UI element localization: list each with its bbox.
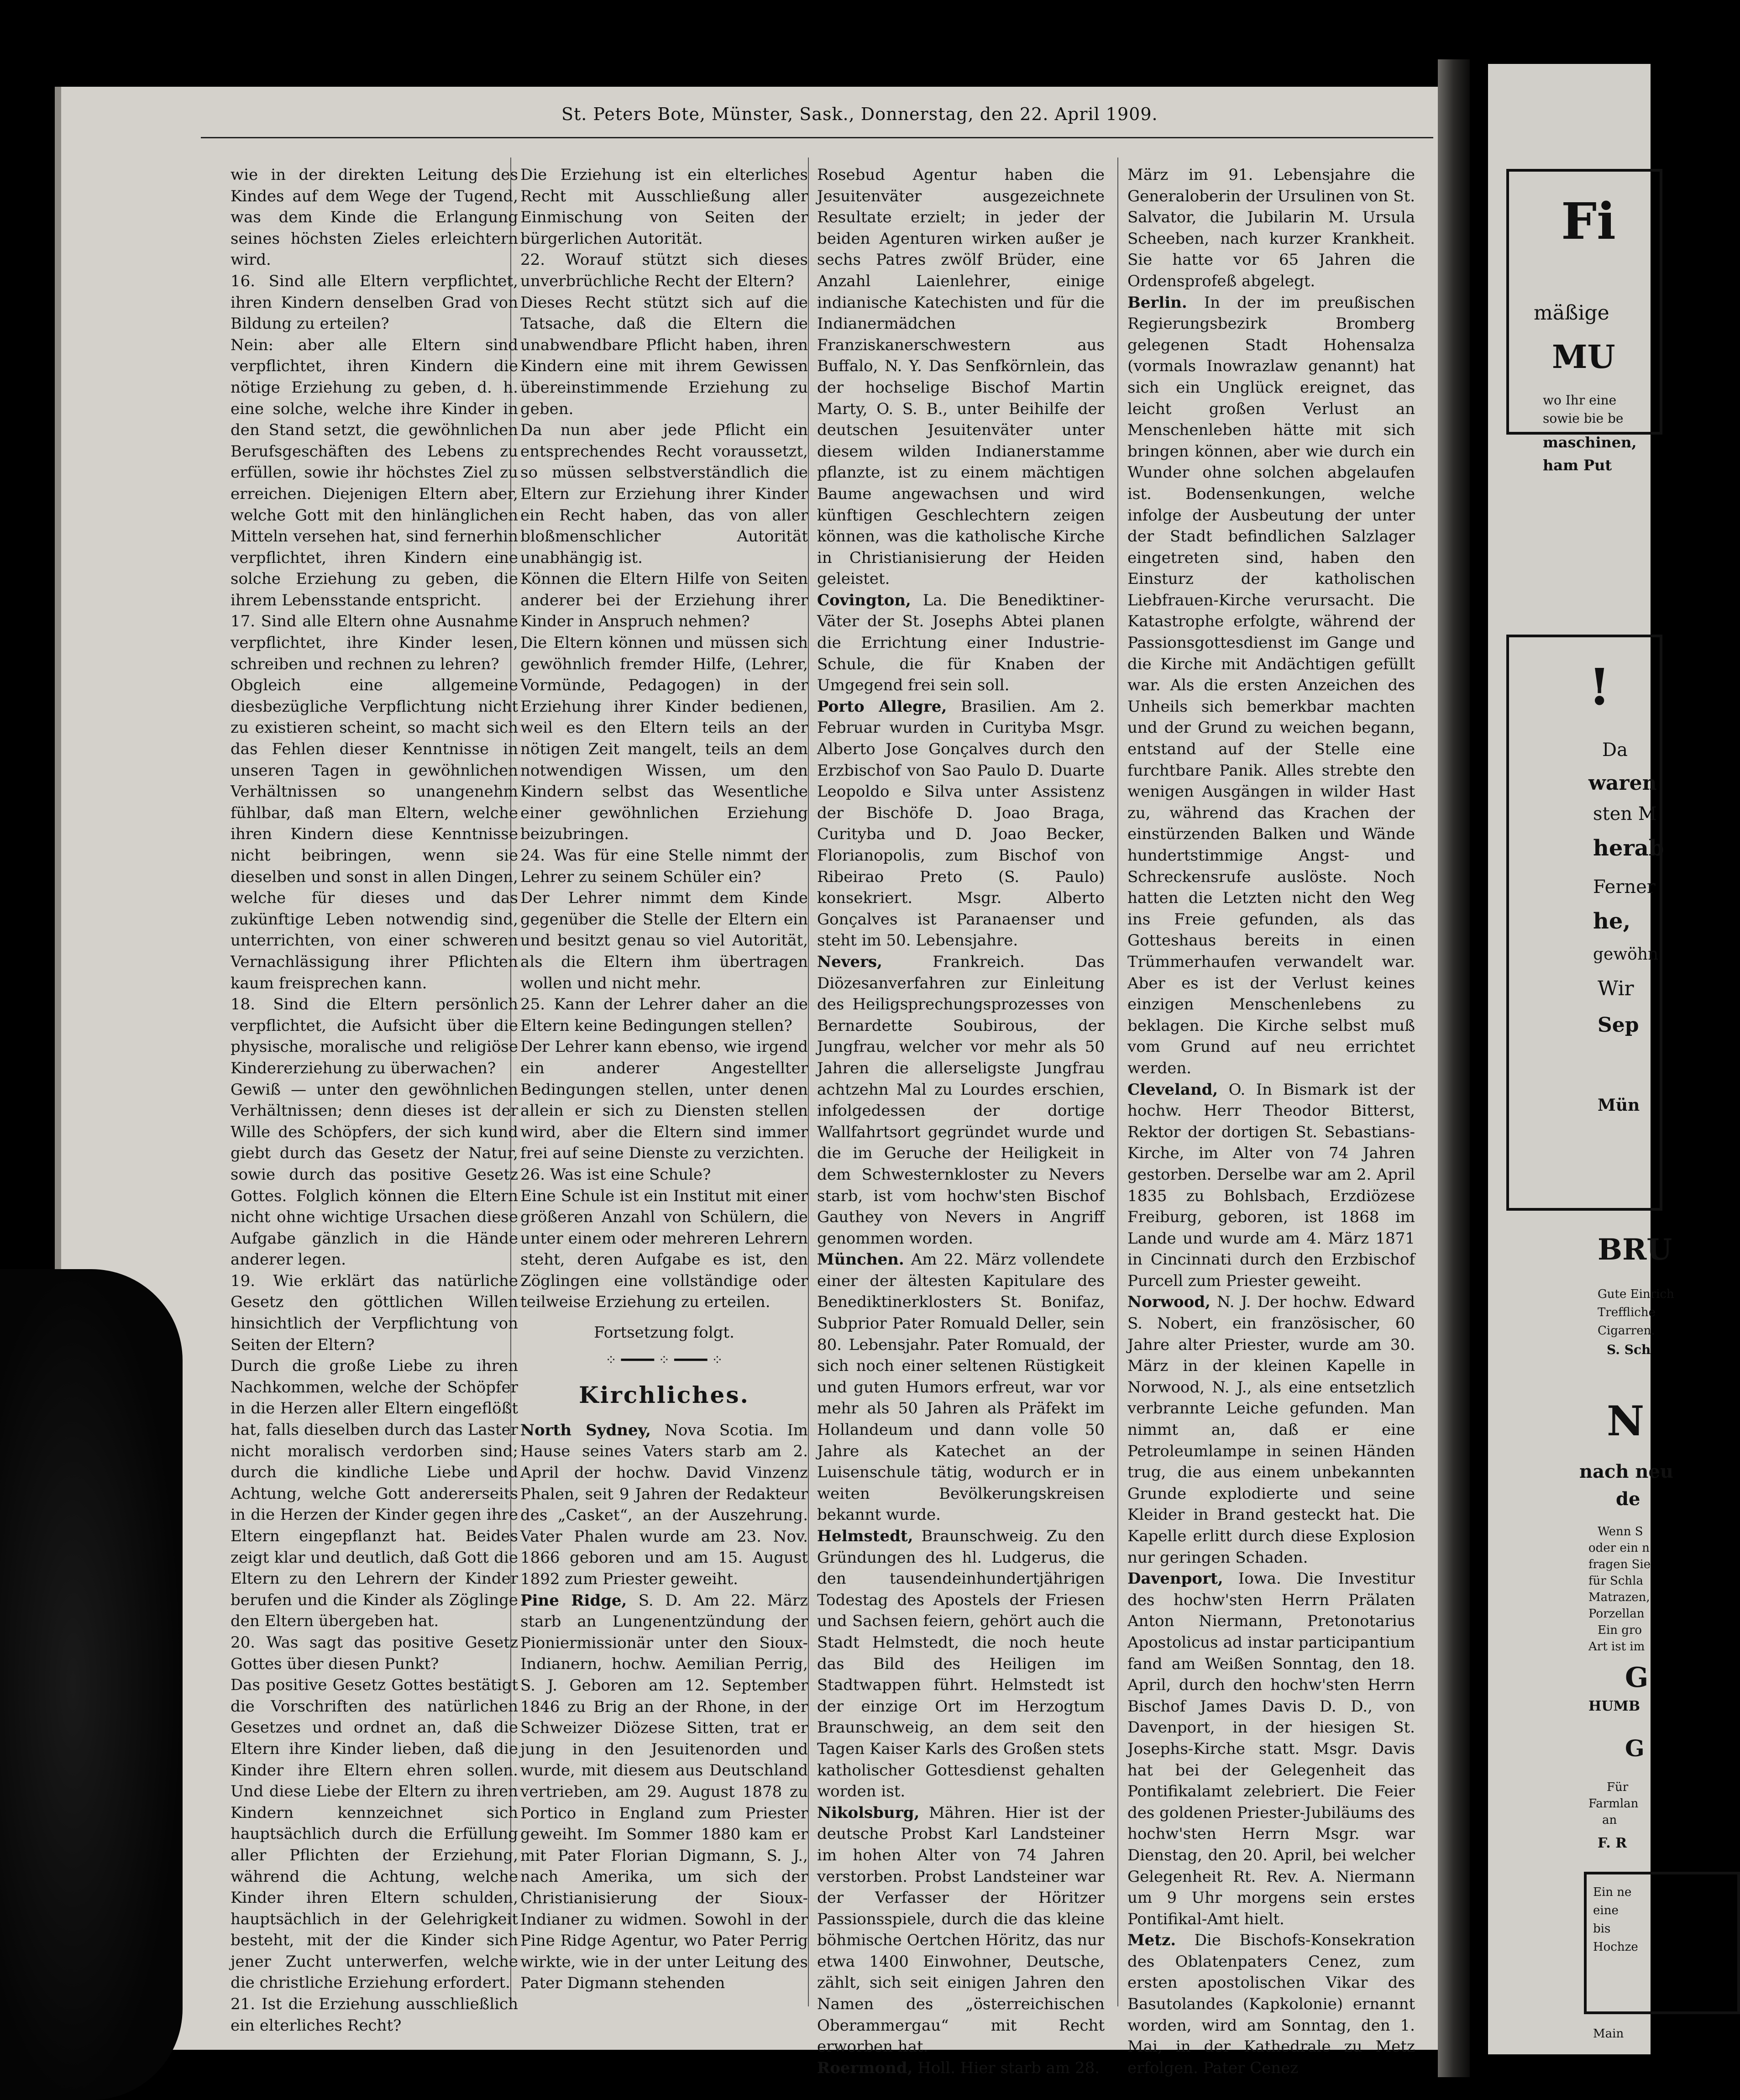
ad-text: fragen Sie xyxy=(1588,1558,1651,1571)
paragraph: Die Erziehung ist ein elterliches Recht mit Ausschließung aller Einmischung von Seiten der bürgerlichen Autorität. xyxy=(520,166,808,248)
ad-text: an xyxy=(1602,1813,1617,1827)
ad-text: Mün xyxy=(1598,1096,1640,1115)
news-location: Metz. xyxy=(1127,1931,1176,1950)
column-divider xyxy=(808,158,809,2006)
question: 18. Sind die Eltern persönlich verpflichtet, die Aufsicht über die physische, moralische und religiöse Kindererziehung zu überwachen? xyxy=(231,995,518,1077)
paragraph: Gewiß — unter den gewöhnlichen Verhältnissen; denn dieses ist der Wille des Schöpfers, der sich kund giebt durch das Gesetz der Natur, sowie durch das positive Gesetz Gottes. Folglich können die Eltern nicht ohne wichtige Ursachen diese Aufgabe gänzlich in die Hände anderer legen. xyxy=(231,1080,518,1269)
news-location: North Sydney, xyxy=(520,1421,651,1439)
ad-text: Ein ne xyxy=(1593,1885,1632,1899)
ad-text: HUMB xyxy=(1588,1698,1640,1714)
question: 25. Kann der Lehrer daher an die Eltern keine Bedingungen stellen? xyxy=(520,995,808,1035)
news-item xyxy=(817,2058,1105,2079)
news-location: Cleveland, xyxy=(1127,1080,1218,1099)
ad-text: Cigarren. xyxy=(1598,1324,1655,1338)
section-title: Kirchliches. xyxy=(579,1381,749,1409)
ad-text: waren xyxy=(1588,772,1657,795)
ad-text: F. R xyxy=(1598,1835,1627,1851)
news-item xyxy=(1127,292,1415,1079)
ad-text: Porzellan xyxy=(1588,1607,1645,1621)
news-item xyxy=(817,590,1105,696)
ad-box xyxy=(1506,635,1662,1211)
paragraph: Der Lehrer kann ebenso, wie irgend ein anderer Angestellter Bedingungen stellen, unter denen allein er sich zu Diensten stellen wird, aber die Eltern sind immer frei auf seine Dienste zu verzichten. xyxy=(520,1038,808,1163)
news-item xyxy=(520,1590,808,1994)
ad-text: Da xyxy=(1602,740,1628,761)
ad-text: he, xyxy=(1593,908,1631,934)
question: 26. Was ist eine Schule? xyxy=(520,1165,711,1184)
ornament-divider: ⁘ ━━━━ ⁘ ━━━━ ⁘ xyxy=(605,1352,723,1368)
news-text: Am 22. März vollendete einer der ältesten Kapitulare des Benediktinerklosters St. Bonifaz, Subprior Pater Romuald Deller, sein 80. Lebensjahr. Pater Romuald, der sich noch einer seltenen Rüstigkeit und guten Humors erfreut, war vor mehr als 50 Jahren als Präfekt im Hollandeum und dann volle 50 Jahre als Katechet an der Luisenschule tätig, wodurch er in weiten Bevölkerungskreisen bekannt wurde. xyxy=(817,1250,1105,1524)
ad-text: herab xyxy=(1593,835,1664,861)
ad-text: Hochze xyxy=(1593,1940,1638,1954)
ad-text: BRU xyxy=(1598,1233,1672,1267)
news-text: Frankreich. Das Diözesanverfahren zur Einleitung des Heiligsprechungsprozesses von Bernardette Soubirous, der Jungfrau, welcher vor mehr als 50 Jahren die allerseligste Jungfrau achtzehn Mal zu Lourdes erschien, infolgedessen der dortige Wallfahrtsort gegründet wurde und die im Geruche der Heiligkeit in dem Schwesternkloster zu Nevers starb, ist vom hochw'sten Bischof Gauthey von Nevers in Angriff genommen worden. xyxy=(817,952,1105,1248)
ad-text: Sep xyxy=(1598,1013,1639,1037)
ad-text: eine xyxy=(1593,1904,1619,1917)
ad-text: oder ein n xyxy=(1588,1541,1650,1555)
paragraph: Eine Schule ist ein Institut mit einer größeren Anzahl von Schülern, die unter einem oder mehreren Lehrern steht, deren Aufgabe es ist, den Zöglingen eine vollständige oder teilweise Erziehung zu erteilen. xyxy=(520,1186,808,1312)
news-text: La. Die Benediktiner-Väter der St. Josephs Abtei planen die Errichtung einer Industrie-Schule, die für Knaben der Umgegend frei sein soll. xyxy=(817,591,1105,695)
ad-text: gewöhn xyxy=(1593,945,1659,964)
ad-text: Treffliche xyxy=(1598,1306,1656,1319)
ad-text: G xyxy=(1625,1735,1645,1762)
ad-text: maschinen, xyxy=(1543,434,1637,451)
news-text: Brasilien. Am 2. Februar wurden in Curityba Msgr. Alberto Jose Gonçalves durch den Erzbischof von Sao Paulo D. Duarte Leopoldo e Silva unter Assistenz der Bischöfe D. Joao Braga, Curityba und D. Joao Becker, Florianopolis, zum Bischof von Ribeirao Preto (S. Paulo) konsekriert. Msgr. Alberto Gonçalves ist Paranaenser und steht im 50. Lebensjahre. xyxy=(817,697,1105,950)
header-rule xyxy=(201,137,1433,138)
ad-text: sten M xyxy=(1593,803,1657,824)
ad-text: Art ist im xyxy=(1588,1640,1645,1654)
ad-text: für Schla xyxy=(1588,1574,1643,1588)
news-text: Nova Scotia. Im Hause seines Vaters starb am 2. April der hochw. David Vinzenz Phalen, seit 9 Jahren der Redakteur des „Casket“, an der Auszehrung. Vater Phalen wurde am 23. Nov. 1866 geboren und am 15. August 1892 zum Priester geweiht. xyxy=(520,1421,808,1588)
ad-text: ham Put xyxy=(1543,457,1612,474)
news-location: Pine Ridge, xyxy=(520,1591,627,1610)
question: Können die Eltern Hilfe von Seiten anderer bei der Erziehung ihrer Kinder in Anspruch nehmen? xyxy=(520,570,808,631)
news-text: Iowa. Die Investitur des hochw'sten Herrn Prälaten Anton Niermann, Pretonotarius Apostolicus ad instar participantium fand am Weißen Sonntag, den 18. April, durch den hochw'sten Herrn Bischof James Davis D. D., von Davenport, in der hiesigen St. Josephs-Kirche statt. Msgr. Davis hat bei der Gelegenheit das Pontifikalamt zelebriert. Die Feier des goldenen Priester-Jubiläums des hochw'sten Herrn Msgr. war Dienstag, den 20. April, bei welcher Gelegenheit Rt. Rev. A. Niermann um 9 Uhr morgens sein erstes Pontifikal-Amt hielt. xyxy=(1127,1570,1415,1928)
paragraph: Da nun aber jede Pflicht ein entsprechendes Recht voraussetzt, so müssen selbstverständlich die Eltern zur Erziehung ihrer Kinder ein Recht haben, das von aller bloßmenschlicher Autorität unabhängig ist. xyxy=(520,421,808,567)
ad-text: Wir xyxy=(1598,977,1634,1000)
news-text: O. In Bismark ist der hochw. Herr Theodor Bitterst, Rektor der dortigen St. Sebastians-Kirche, im Alter von 74 Jahren gestorben. Derselbe war am 2. April 1835 zu Bohlsbach, Erzdiözese Freiburg, geboren, ist 1868 im Lande und wurde am 4. März 1871 in Cincinnati durch den Erzbischof Purcell zum Priester geweiht. xyxy=(1127,1080,1415,1290)
ad-text: Wenn S xyxy=(1598,1525,1643,1538)
ad-text: N xyxy=(1607,1397,1645,1445)
news-item xyxy=(817,951,1105,1249)
column-2 xyxy=(520,164,808,2000)
ad-text: bis xyxy=(1593,1922,1611,1936)
column-divider xyxy=(1117,158,1118,2006)
ad-text: Ferner xyxy=(1593,877,1656,898)
news-item xyxy=(1127,1568,1415,1930)
question: 24. Was für eine Stelle nimmt der Lehrer zu seinem Schüler ein? xyxy=(520,846,808,886)
news-location: Porto Allegre, xyxy=(817,697,947,716)
news-item xyxy=(817,1802,1105,2058)
news-text: Die Bischofs-Konsekration des Oblatenpaters Cenez, zum ersten apostolischen Vikar des Basutolandes (Kapkolonie) ernannt worden, wird am Sonntag, den 1. Mai, in der Kathedrale zu Metz erfolgen. Pater Cenez xyxy=(1127,1931,1415,2077)
paragraph: Durch die große Liebe zu ihren Nachkommen, welche der Schöpfer in die Herzen aller Eltern eingeflößt hat, falls dieselben durch das Laster nicht moralisch verdorben sind; durch die kindliche Liebe und Achtung, welche Gott andererseits in die Herzen der Kinder gegen ihre Eltern eingepflanzt hat. Beides zeigt klar und deutlich, daß Gott die Eltern zu den Lehrern der Kinder berufen und die Kinder als Zöglinge den Eltern übergeben hat. xyxy=(231,1357,518,1631)
news-item xyxy=(817,164,1105,590)
ad-text: wo Ihr eine xyxy=(1543,393,1617,408)
ad-text: mäßige xyxy=(1534,301,1609,325)
news-text: Rosebud Agentur haben die Jesuitenväter ausgezeichnete Resultate erzielt; in jeder der beiden Agenturen wirken außer je sechs Patres zwölf Brüder, eine Anzahl Laienlehrer, einige indianische Katechisten und für die Indianermädchen Franziskanerschwestern aus Buffalo, N. Y. Das Senfkörnlein, das der hochselige Bischof Martin Marty, O. S. B., unter Beihilfe der deutschen Jesuitenväter unter diesem wilden Indianerstamme pflanzte, ist zu einem mächtigen Baume angewachsen und wird künftigen Geschlechtern zeigen können, was die katholische Kirche in Christianisierung der Heiden geleistet. xyxy=(817,166,1105,588)
news-location: Nevers, xyxy=(817,952,882,971)
hand-thumb xyxy=(0,1269,183,2100)
news-item xyxy=(1127,1079,1415,1292)
ad-text: MU xyxy=(1552,338,1615,376)
news-text: Braunschweig. Zu den Gründungen des hl. Ludgerus, die den tausendeinhundertjährigen Todestag des Apostels der Friesen und Sachsen feiern, gehört auch die Stadt Helmstedt, die noch heute das Bild des Heiligen im Stadtwappen führt. Helmstedt ist der einzige Ort im Herzogtum Braunschweig, an dem seit den Tagen Kaiser Karls des Großen stets katholischer Gottesdienst gehalten worden ist. xyxy=(817,1527,1105,1801)
paragraph: Dieses Recht stützt sich auf die Tatsache, daß die Eltern die unabwendbare Pflicht haben, ihren Kindern eine mit ihrem Gewissen übereinstimmende Erziehung zu geben. xyxy=(520,293,808,418)
ad-text: G xyxy=(1625,1662,1649,1694)
news-text: S. D. Am 22. März starb an Lungenentzündung der Pioniermissionär unter den Sioux-Indianern, hochw. Aemilian Perrig, S. J. Geboren am 12. September 1846 zu Brig an der Rhone, in der Schweizer Diözese Sitten, trat er jung in den Jesuitenorden und wurde, mit diesem aus Deutschland vertrieben, am 29. August 1878 zu Portico in England zum Priester geweiht. Im Sommer 1880 kam er mit Pater Florian Digmann, S. J., nach Amerika, um sich der Christianisierung der Sioux-Indianer zu widmen. Sowohl in der Pine Ridge Agentur, wo Pater Perrig wirkte, wie in der unter Leitung des Pater Digmann stehenden xyxy=(520,1591,808,1993)
ad-text: Ein gro xyxy=(1598,1623,1642,1637)
news-item xyxy=(520,1420,808,1590)
news-text: März im 91. Lebensjahre die Generaloberin der Ursulinen von St. Salvator, die Jubilarin M. Ursula Scheeben, nach kurzer Krankheit. Sie hatte vor 65 Jahren die Ordensprofeß abgelegt. xyxy=(1127,166,1415,290)
paragraph: Obgleich eine allgemeine diesbezügliche Verpflichtung nicht zu existieren scheint, so macht sich das Fehlen dieser Kenntnisse in unseren Tagen in gewöhnlichen Verhältnissen so unangenehm fühlbar, daß man Eltern, welche ihren Kindern diese Kenntnisse nicht beibringen, wenn sie dieselben und sonst in allen Dingen, welche für dieses und das zukünftige Leben notwendig sind, unterrichten, von einer schweren Vernachlässigung ihrer Pflichten kaum freisprechen kann. xyxy=(231,676,518,992)
news-text: In der im preußischen Regierungsbezirk Bromberg gelegenen Stadt Hohensalza (vormals Inowrazlaw genannt) hat sich ein Unglück ereignet, das leicht großen Verlust an Menschenleben hätte mit sich bringen können, aber wie durch ein Wunder ohne solchen abgelaufen ist. Bodensenkungen, welche infolge der Ausbeutung der unter der Stadt befindlichen Salzlager eingetreten sind, haben den Einsturz der katholischen Liebfrauen-Kirche verursacht. Die Katastrophe erfolgte, während der Passionsgottesdienst im Gange und die Kirche mit Andächtigen gefüllt war. Als die ersten Anzeichen des Unheils sich bemerkbar machten und der Grund zu weichen begann, entstand auf der Stelle eine furchtbare Panik. Alles strebte den wenigen Ausgängen in wilder Hast zu, während das Krachen der einstürzenden Balken und Wände hundertstimmige Angst- und Schreckensrufe auslöste. Noch hatten die Letzten nicht den Weg ins Freie gefunden, als das Gotteshaus bereits in einen Trümmerhaufen verwandelt war. Aber es ist der Verlust keines einzigen Menschenlebens zu beklagen. Die Kirche selbst muß vom Grund auf neu errichtet werden. xyxy=(1127,293,1415,1077)
paragraph: Nein: aber alle Eltern sind verpflichtet, ihren Kindern die nötige Erziehung zu geben, d. h. eine solche, welche ihre Kinder in den Stand setzt, die gewöhnlichen Berufsgeschäften des Lebens zu erfüllen, sowie ihr höchstes Ziel zu erreichen. Diejenigen Eltern aber, welche Gott mit den hinlänglichen Mitteln versehen hat, sind fernerhin verpflichtet, ihren Kindern eine solche Erziehung zu geben, die ihrem Lebensstande entspricht. xyxy=(231,336,518,609)
news-location: Norwood, xyxy=(1127,1293,1211,1312)
page-header: St. Peters Bote, Münster, Sask., Donnerstag, den 22. April 1909. xyxy=(561,104,1158,124)
ad-text: S. Sch xyxy=(1607,1342,1651,1357)
ad-text: ! xyxy=(1588,657,1611,716)
news-item xyxy=(817,1526,1105,1802)
ad-text: sowie bie be xyxy=(1543,411,1624,426)
news-location: Davenport, xyxy=(1127,1570,1223,1588)
question: 21. Ist die Erziehung ausschließlich ein elterliches Recht? xyxy=(231,1995,518,2035)
ad-text: Matrazen, xyxy=(1588,1591,1650,1604)
news-location: Helmstedt, xyxy=(817,1527,913,1545)
question: 20. Was sagt das positive Gesetz Gottes über diesen Punkt? xyxy=(231,1633,518,1673)
column-3 xyxy=(817,164,1105,2077)
paragraph: Der Lehrer nimmt dem Kinde gegenüber die Stelle der Eltern ein und besitzt genau so viel Autorität, als die Eltern ihm übertragen wollen und nicht mehr. xyxy=(520,889,808,992)
news-text: N. J. Der hochw. Edward S. Nobert, ein französischer, 60 Jahre alter Priester, wurde am 30. März in der kleinen Kapelle in Norwood, N. J., als eine entsetzlich verbrannte Leiche gefunden. Man nimmt an, daß er eine Petroleumlampe in seinen Händen trug, die aus einem unbekannten Grunde explodierte und seine Kleider in Brand gesteckt hat. Die Kapelle erlitt durch diese Explosion nur geringen Schaden. xyxy=(1127,1293,1415,1567)
paragraph: Das positive Gesetz Gottes bestätigt die Vorschriften des natürlichen Gesetzes und ordnet an, daß die Eltern ihre Kinder lieben, daß die Kinder ihre Eltern ehren sollen. Und diese Liebe der Eltern zu ihren Kindern kennzeichnet sich hauptsächlich durch die Erfüllung aller Pflichten der Erziehung, während die Achtung, welche Kinder ihren Eltern schulden, hauptsächlich in der Gelehrigkeit besteht, mit der die Kinder sich jener Zucht unterwerfen, welche die christliche Erziehung erfordert. xyxy=(231,1676,518,1992)
news-location: Nikolsburg, xyxy=(817,1803,920,1822)
paragraph: Die Eltern können und müssen sich gewöhnlich fremder Hilfe, (Lehrer, Vormünde, Pedagogen) in der Erziehung ihrer Kinder bedienen, weil es den Eltern teils an der nötigen Zeit mangelt, teils an dem notwendigen Wissen, um den Kindern selbst das Wesentliche einer gewöhnlichen Erziehung beizubringen. xyxy=(520,634,808,844)
right-page-edge xyxy=(1488,64,1674,2054)
question: 19. Wie erklärt das natürliche Gesetz den göttlichen Willen hinsichtlich der Verpflichtung von Seiten der Eltern? xyxy=(231,1271,518,1354)
ad-text: Gute Einrich xyxy=(1598,1287,1674,1301)
news-location: Covington, xyxy=(817,591,911,609)
question: 22. Worauf stützt sich dieses unverbrüchliche Recht der Eltern? xyxy=(520,251,808,290)
ad-text: Farmlan xyxy=(1588,1797,1639,1811)
ad-text: Für xyxy=(1607,1780,1629,1794)
column-1 xyxy=(231,164,518,2035)
column-4 xyxy=(1127,164,1415,2077)
continued-note: Fortsetzung folgt. xyxy=(594,1323,734,1342)
news-item xyxy=(1127,164,1415,292)
news-item xyxy=(817,696,1105,951)
paragraph: wie in der direkten Leitung des Kindes auf dem Wege der Tugend, was dem Kinde die Erlangung seines höchsten Zieles erleichtern wird. xyxy=(231,166,518,269)
news-item xyxy=(1127,1930,1415,2079)
question: 16. Sind alle Eltern verpflichtet, ihren Kindern denselben Grad von Bildung zu erteilen? xyxy=(231,272,518,333)
news-location: Berlin. xyxy=(1127,293,1187,312)
news-location: München. xyxy=(817,1250,904,1269)
ad-text: Main xyxy=(1593,2027,1624,2041)
ad-text: Fi xyxy=(1561,192,1616,251)
book-gutter xyxy=(1438,59,1470,2077)
news-text: Mähren. Hier ist der deutsche Probst Karl Landsteiner im hohen Alter von 74 Jahren verstorben. Probst Landsteiner war der Verfasser der Höritzer Passionsspiele, durch die das kleine böhmische Oertchen Höritz, das nur etwa 1400 Einwohner, Deutsche, zählt, sich seit einigen Jahren den Namen des „österreichischen Oberammergau“ mit Recht erworben hat. xyxy=(817,1803,1105,2056)
news-location: Roermond, xyxy=(817,2058,913,2077)
ad-text: nach neu xyxy=(1579,1461,1673,1482)
news-item xyxy=(1127,1292,1415,1568)
news-text: Holl. Hier starb am 28. xyxy=(917,2058,1100,2077)
ad-text: de xyxy=(1616,1488,1640,1510)
question: 17. Sind alle Eltern ohne Ausnahme verpflichtet, ihre Kinder lesen, schreiben und rechnen zu lehren? xyxy=(231,612,518,673)
news-item xyxy=(817,1249,1105,1526)
